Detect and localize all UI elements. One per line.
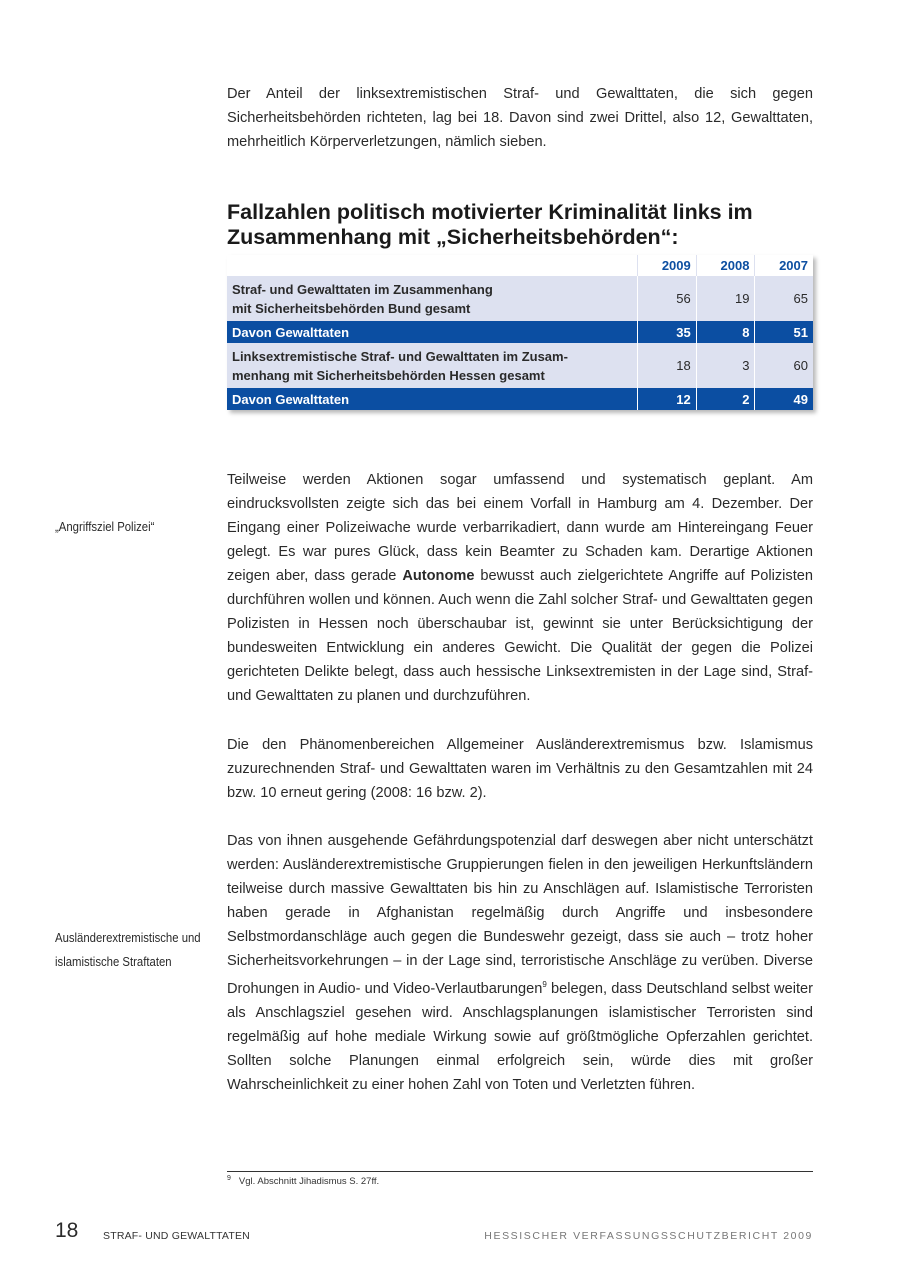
header-year-2008: 2008 <box>696 255 755 276</box>
table-row <box>227 321 813 343</box>
table-header-row <box>227 255 813 276</box>
footnote-divider <box>227 1171 813 1172</box>
statistics-table <box>227 255 813 410</box>
header-year-2007: 2007 <box>755 255 813 276</box>
table-cell: 35 <box>638 321 697 343</box>
row-label: Davon Gewalttaten <box>227 321 638 343</box>
table-cell: 8 <box>696 321 755 343</box>
table-cell: 49 <box>755 388 813 410</box>
table-cell: 65 <box>755 276 813 321</box>
table-cell: 12 <box>638 388 697 410</box>
table-cell: 18 <box>638 343 697 388</box>
table-row <box>227 343 813 388</box>
table-cell: 2 <box>696 388 755 410</box>
paragraph-gefaehrdung: Das von ihnen ausgehende Gefährdungspotenzial darf deswegen aber nicht unterschätzt werden: Ausländerextremistische Gruppierungen fielen in den jeweiligen Herkunftsländern teilweise durch massive Gewalttaten bis hin zu Anschlägen auf. Islamistische Terroristen haben gerade in Afghanistan regelmäßig durch Angriffe und insbesondere Selbstmordanschläge auch gegen die Bundeswehr gezeigt, dass sie auch – trotz hoher Sicherheitsvorkehrungen – in der Lage sind, terroristische Anschläge zu verüben. Diverse Drohungen in Audio- und Video-Verlautbarungen$^9$ belegen, dass Deutschland selbst weiter als Anschlagsziel gesehen wird. Anschlagsplanungen islamistischer Terroristen sind regelmäßig auf hohe mediale Wirkung sowie auf größtmögliche Opferzahlen gerichtet. Sollten solche Planungen einmal erfolgreich sein, würde dies mit großer Wahrscheinlichkeit zu einer hohen Zahl von Toten und Verletzten führen. <box>227 833 813 1093</box>
table-cell: 60 <box>755 343 813 388</box>
table-title-line1: Fallzahlen politisch motivierter Kriminalität links im <box>227 200 753 224</box>
table-title <box>227 200 827 250</box>
table-cell: 3 <box>696 343 755 388</box>
footer-section-title: STRAF- UND GEWALTTATEN <box>103 1230 250 1242</box>
table-row <box>227 276 813 321</box>
row-label: Straf- und Gewalttaten im Zusammenhang mit Sicherheitsbehörden Bund gesamt <box>227 276 638 321</box>
header-blank-cell <box>227 255 638 276</box>
header-year-2009: 2009 <box>638 255 697 276</box>
row-label: Davon Gewalttaten <box>227 388 638 410</box>
footnote-reference: 9 <box>542 980 547 989</box>
paragraph-auslaenderextremismus: Die den Phänomenbereichen Allgemeiner Ausländerextremismus bzw. Islamismus zuzurechnenden Straf- und Gewalttaten waren im Verhältnis zu den Gesamtzahlen mit 24 bzw. 10 erneut gering (2008: 16 bzw. 2). <box>227 737 813 801</box>
table-cell: 19 <box>696 276 755 321</box>
side-note-police: „Angriffsziel Polizei“ <box>55 519 155 534</box>
table-cell: 56 <box>638 276 697 321</box>
footnote: $^9$ Vgl. Abschnitt Jihadismus S. 27ff. <box>227 1175 380 1188</box>
footer-publication-title: HESSISCHER VERFASSUNGSSCHUTZBERICHT 2009 <box>484 1230 813 1242</box>
table-row <box>227 388 813 410</box>
side-note-auslaender: Ausländerextremistische und islamistische Straftaten <box>55 930 201 969</box>
page-number: 18 <box>55 1219 79 1242</box>
row-label: Linksextremistische Straf- und Gewalttaten im Zusam- menhang mit Sicherheitsbehörden Hessen gesamt <box>227 343 638 388</box>
table-title-line2: Zusammenhang mit „Sicherheitsbehörden“: <box>227 225 679 249</box>
table-cell: 51 <box>755 321 813 343</box>
intro-paragraph: Der Anteil der linksextremistischen Straf- und Gewalttaten, die sich gegen Sicherheitsbehörden richteten, lag bei 18. Davon sind zwei Drittel, also 12, Gewalttaten, mehrheitlich Körperverletzungen, nämlich sieben. <box>227 86 813 150</box>
paragraph-autonome: Teilweise werden Aktionen sogar umfassend und systematisch geplant. Am eindrucksvollsten zeigte sich das bei einem Vorfall in Hamburg am 4. Dezember. Der Eingang einer Polizeiwache wurde verbarrikadiert, dann wurde am Hintereingang Feuer gelegt. Es war pures Glück, dass kein Beamter zu Schaden kam. Derartige Aktionen zeigen aber, dass gerade Autonome bewusst auch zielgerichtete Angriffe auf Polizisten durchführen wollen und können. Auch wenn die Zahl solcher Straf- und Gewalttaten gegen Polizisten in Hessen noch überschaubar ist, gewinnt sie unter Berücksichtigung der bundesweiten Entwicklung ein anderes Gewicht. Die Qualität der gegen die Polizei gerichteten Delikte belegt, dass auch hessische Linksextremisten in der Lage sind, Straf- und Gewalttaten zu planen und durchzuführen. <box>227 472 814 704</box>
bold-term-autonome: Autonome <box>402 568 475 584</box>
